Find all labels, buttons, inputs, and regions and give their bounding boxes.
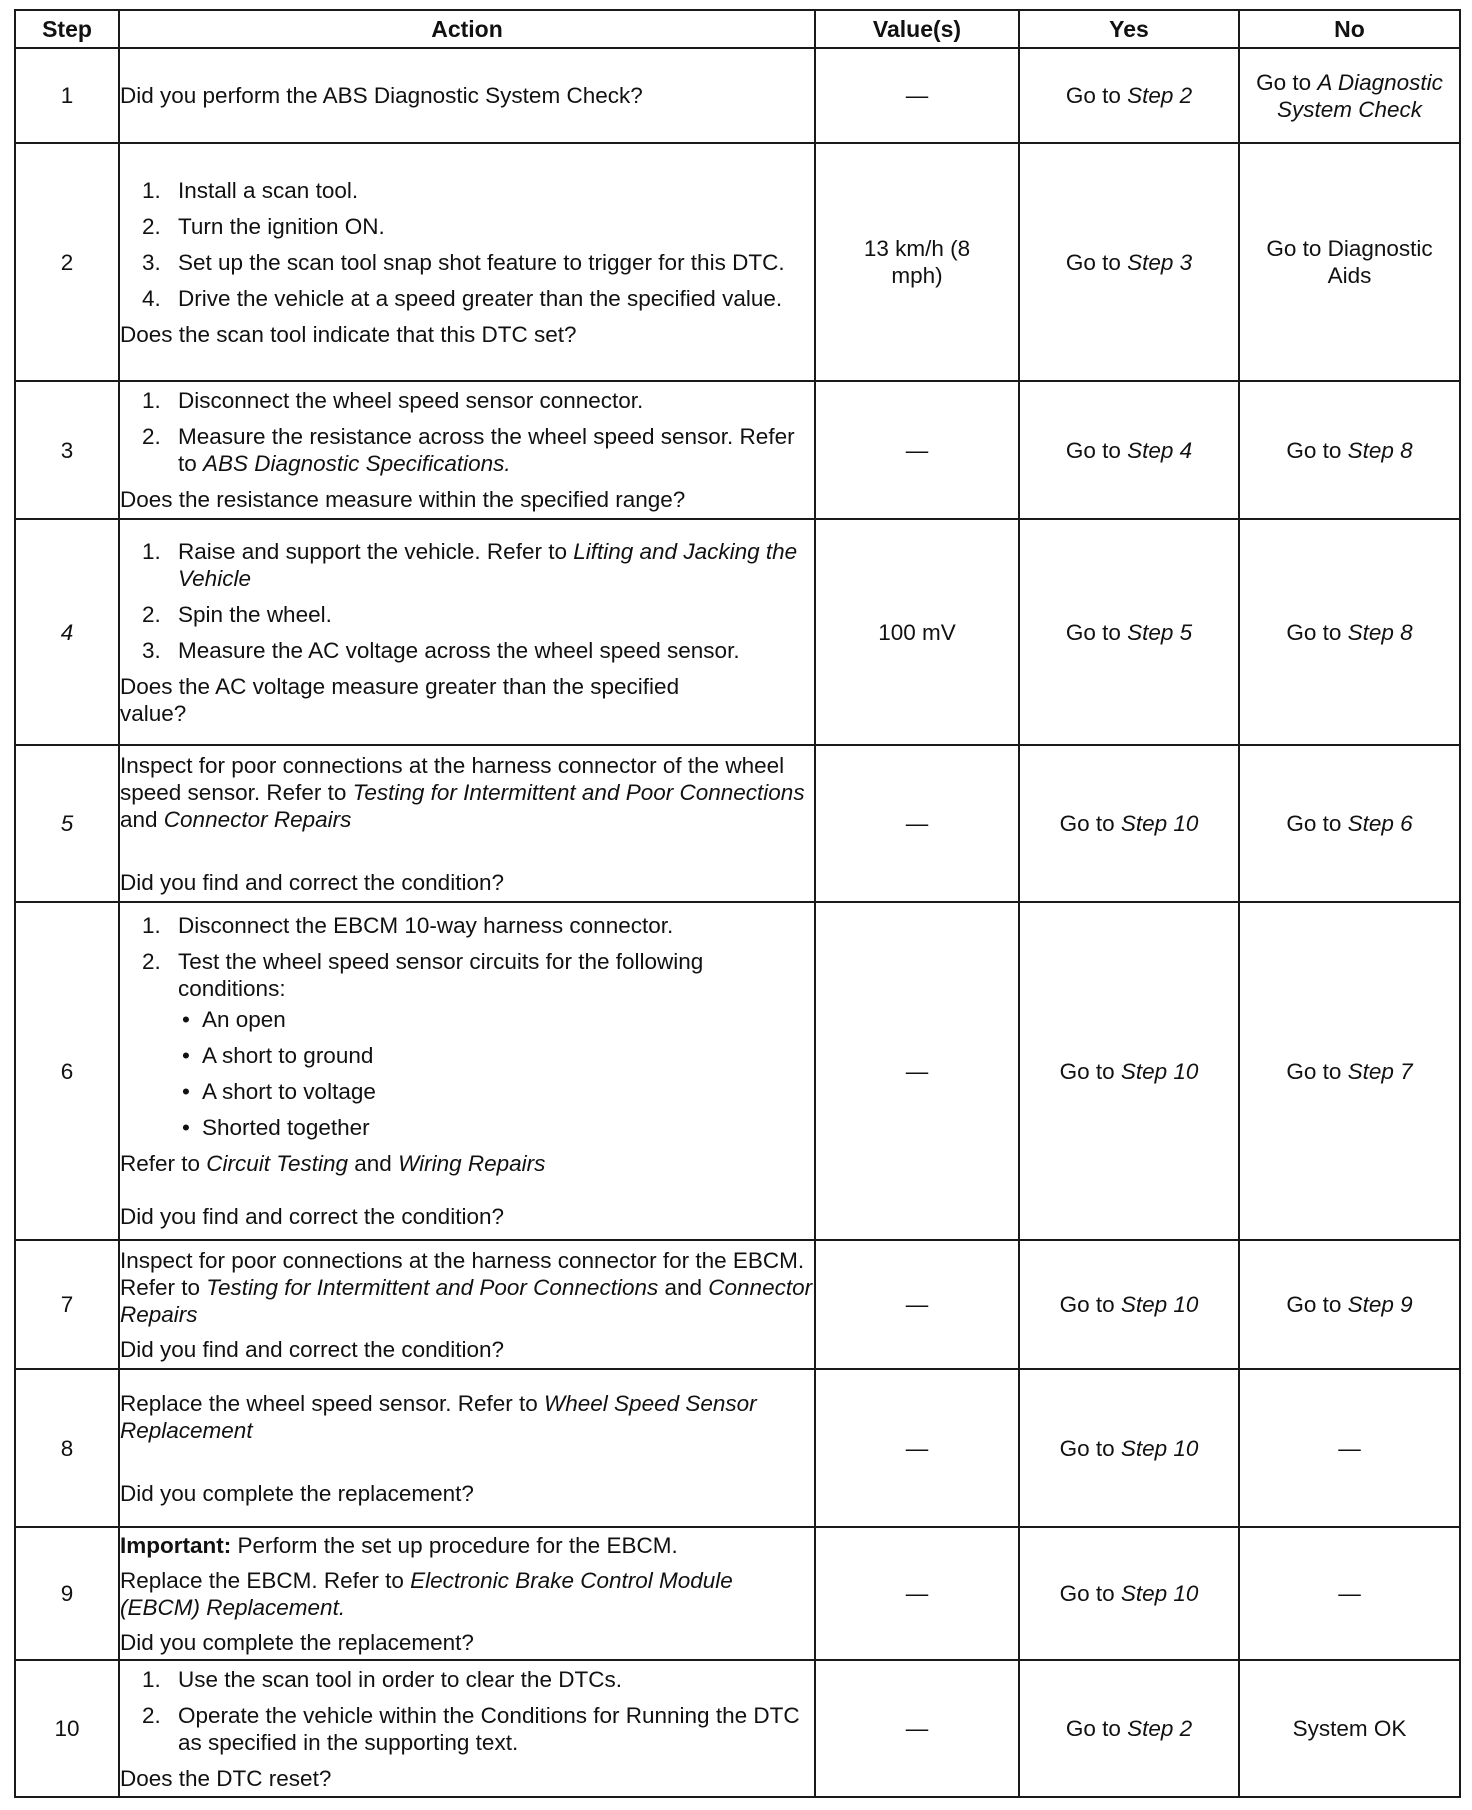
table-row bbox=[15, 1369, 1460, 1527]
yes-cell: Go to Step 10 bbox=[1019, 745, 1239, 902]
bullet-item: • An open bbox=[170, 1006, 814, 1033]
instruction-text: Inspect for poor connections at the harness connector of the wheel speed sensor. Refer to Testing for Intermittent and Poor Connections and Connector Repairs bbox=[120, 752, 805, 832]
yes-cell: Go to Step 10 bbox=[1019, 1240, 1239, 1369]
header-row bbox=[15, 10, 1460, 48]
table-row bbox=[15, 902, 1460, 1240]
value-cell: — bbox=[815, 1527, 1019, 1660]
step-number: 5 bbox=[15, 745, 119, 902]
value-cell: — bbox=[815, 745, 1019, 902]
yes-cell: Go to Step 10 bbox=[1019, 1369, 1239, 1527]
bullet-item: • A short to ground bbox=[170, 1042, 814, 1069]
list-item: 2. Measure the resistance across the wheel speed sensor. Refer to ABS Diagnostic Specifications. bbox=[142, 424, 795, 476]
yes-cell: Go to Step 3 bbox=[1019, 143, 1239, 381]
action-cell bbox=[119, 143, 815, 381]
question: Did you perform the ABS Diagnostic System Check? bbox=[120, 83, 643, 108]
yes-cell: Go to Step 10 bbox=[1019, 1527, 1239, 1660]
important-note: Important: Perform the set up procedure for the EBCM. bbox=[120, 1532, 678, 1558]
table-row bbox=[15, 745, 1460, 902]
action-cell bbox=[119, 902, 815, 1240]
header-action: Action bbox=[119, 10, 815, 48]
action-cell bbox=[119, 745, 815, 902]
list-item: 1. Disconnect the EBCM 10-way harness connector. bbox=[142, 913, 674, 938]
value-cell: — bbox=[815, 902, 1019, 1240]
instruction-text: Replace the EBCM. Refer to Electronic Brake Control Module (EBCM) Replacement. bbox=[120, 1567, 733, 1620]
header-no: No bbox=[1239, 10, 1460, 48]
no-cell: — bbox=[1239, 1527, 1460, 1660]
step-number: 7 bbox=[15, 1240, 119, 1369]
list-item: 4. Drive the vehicle at a speed greater than the specified value. bbox=[142, 285, 783, 311]
yes-cell: Go to Step 10 bbox=[1019, 902, 1239, 1240]
value-cell: — bbox=[815, 1240, 1019, 1369]
value-cell: 100 mV bbox=[815, 519, 1019, 745]
question: Did you find and correct the condition? bbox=[120, 869, 504, 895]
header-yes: Yes bbox=[1019, 10, 1239, 48]
list-item: 2. Spin the wheel. bbox=[142, 601, 332, 627]
table-row bbox=[15, 1660, 1460, 1797]
step-number: 3 bbox=[15, 381, 119, 519]
bullet-item: • Shorted together bbox=[170, 1114, 814, 1141]
yes-cell: Go to Step 5 bbox=[1019, 519, 1239, 745]
instruction-text: Inspect for poor connections at the harness connector for the EBCM. Refer to Testing for Intermittent and Poor Connections and Connector Repairs bbox=[120, 1247, 813, 1327]
no-cell: — bbox=[1239, 1369, 1460, 1527]
table-row bbox=[15, 381, 1460, 519]
action-cell bbox=[119, 381, 815, 519]
table-row bbox=[15, 519, 1460, 745]
table-row bbox=[15, 1527, 1460, 1660]
action-cell bbox=[119, 1527, 815, 1660]
no-cell: Go to Step 8 bbox=[1239, 381, 1460, 519]
no-cell: Go to A Diagnostic System Check bbox=[1239, 48, 1460, 143]
step-number: 9 bbox=[15, 1527, 119, 1660]
question: Did you find and correct the condition? bbox=[120, 1336, 504, 1362]
value-cell: — bbox=[815, 1369, 1019, 1527]
no-cell: System OK bbox=[1239, 1660, 1460, 1797]
yes-cell: Go to Step 4 bbox=[1019, 381, 1239, 519]
yes-cell: Go to Step 2 bbox=[1019, 48, 1239, 143]
list-item: 1. Raise and support the vehicle. Refer to Lifting and Jacking the Vehicle bbox=[142, 538, 798, 591]
table-row bbox=[15, 1240, 1460, 1369]
diagnostic-table bbox=[14, 9, 1461, 1798]
action-cell bbox=[119, 1240, 815, 1369]
no-cell: Go to Step 6 bbox=[1239, 745, 1460, 902]
header-step: Step bbox=[15, 10, 119, 48]
list-item: 3. Measure the AC voltage across the wheel speed sensor. bbox=[142, 637, 740, 663]
value-cell: — bbox=[815, 1660, 1019, 1797]
list-item: 1. Disconnect the wheel speed sensor connector. bbox=[142, 388, 644, 413]
action-cell bbox=[119, 1660, 815, 1797]
refer-text: Refer to Circuit Testing and Wiring Repairs bbox=[120, 1151, 546, 1176]
list-item: 2. Operate the vehicle within the Conditions for Running the DTC as specified in the supporting text. bbox=[142, 1702, 800, 1755]
question: Did you find and correct the condition? bbox=[120, 1204, 504, 1229]
yes-cell: Go to Step 2 bbox=[1019, 1660, 1239, 1797]
no-cell: Go to Step 7 bbox=[1239, 902, 1460, 1240]
question: Does the resistance measure within the specified range? bbox=[120, 487, 686, 512]
question: Does the scan tool indicate that this DTC set? bbox=[120, 321, 577, 347]
list-item: 2. Test the wheel speed sensor circuits for the following conditions: • An open • A short to ground • A short to voltage • Shorted together bbox=[120, 948, 814, 1141]
value-cell: — bbox=[815, 381, 1019, 519]
list-item: 1. Install a scan tool. bbox=[142, 177, 359, 203]
table-row bbox=[15, 48, 1460, 143]
list-item: 3. Set up the scan tool snap shot feature to trigger for this DTC. bbox=[142, 249, 785, 275]
step-number: 10 bbox=[15, 1660, 119, 1797]
value-cell: 13 km/h (8 mph) bbox=[815, 143, 1019, 381]
instruction-text: Replace the wheel speed sensor. Refer to Wheel Speed Sensor Replacement bbox=[120, 1390, 757, 1443]
question: Does the AC voltage measure greater than the specified value? bbox=[120, 673, 680, 726]
no-cell: Go to Diagnostic Aids bbox=[1239, 143, 1460, 381]
question: Did you complete the replacement? bbox=[120, 1480, 474, 1506]
step-number: 1 bbox=[15, 48, 119, 143]
header-values: Value(s) bbox=[815, 10, 1019, 48]
list-item: 1. Use the scan tool in order to clear the DTCs. bbox=[142, 1666, 622, 1692]
question: Did you complete the replacement? bbox=[120, 1629, 474, 1655]
list-item: 2. Turn the ignition ON. bbox=[142, 213, 385, 239]
action-cell bbox=[119, 48, 815, 143]
action-cell bbox=[119, 519, 815, 745]
step-number: 4 bbox=[15, 519, 119, 745]
step-number: 6 bbox=[15, 902, 119, 1240]
no-cell: Go to Step 8 bbox=[1239, 519, 1460, 745]
step-number: 2 bbox=[15, 143, 119, 381]
value-cell: — bbox=[815, 48, 1019, 143]
bullet-item: • A short to voltage bbox=[170, 1078, 814, 1105]
table-row bbox=[15, 143, 1460, 381]
step-number: 8 bbox=[15, 1369, 119, 1527]
no-cell: Go to Step 9 bbox=[1239, 1240, 1460, 1369]
question: Does the DTC reset? bbox=[120, 1765, 332, 1791]
action-cell bbox=[119, 1369, 815, 1527]
